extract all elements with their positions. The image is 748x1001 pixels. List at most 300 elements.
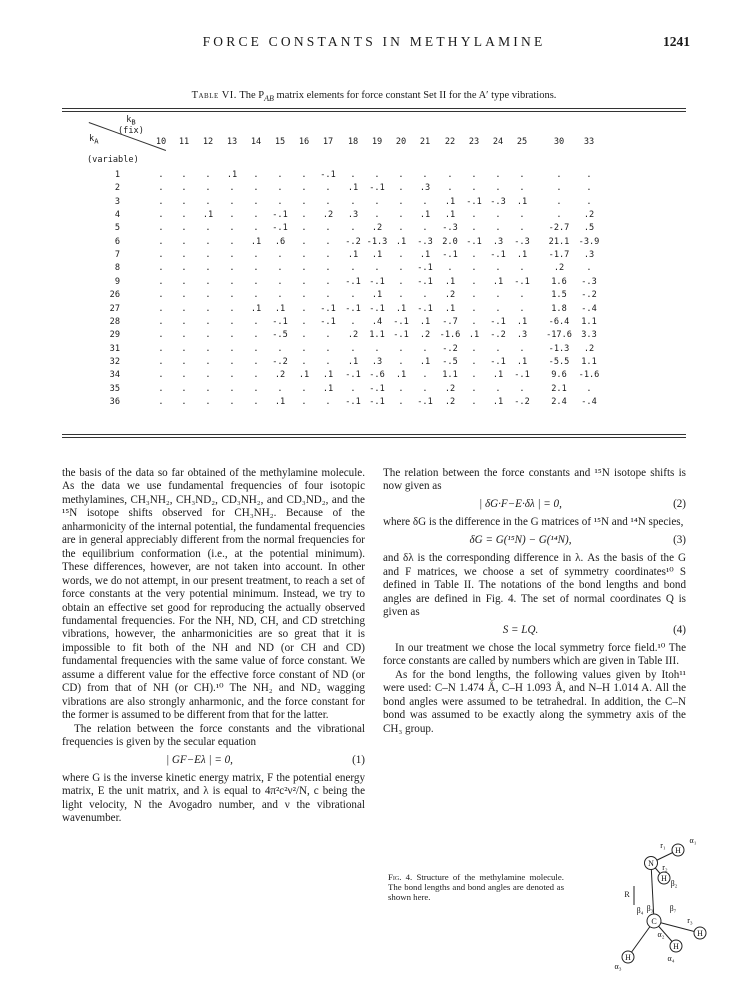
label-a4: α₄	[667, 954, 675, 963]
table-cell: .2	[444, 396, 456, 407]
table-cell: .1	[492, 370, 504, 381]
table-cell: -.3	[514, 236, 530, 247]
table-cell: .2	[419, 330, 431, 341]
table-cell: .4	[371, 316, 383, 327]
table-cell: .	[495, 263, 501, 274]
table-row	[62, 237, 686, 249]
table-cell: .1	[419, 250, 431, 261]
table-cell: -.1	[272, 316, 288, 327]
table-cell: .	[422, 223, 428, 234]
table-cell: .	[398, 250, 404, 261]
column-header: 11	[178, 137, 190, 147]
table-cell: .	[205, 290, 211, 301]
table-cell: .	[253, 183, 259, 194]
table-cell: .1	[322, 370, 334, 381]
left-column	[62, 467, 365, 826]
table-cell: .	[471, 370, 477, 381]
table-cell: .	[229, 303, 235, 314]
table-cell: .	[422, 290, 428, 301]
table-cell: .	[229, 196, 235, 207]
right-column	[383, 467, 686, 736]
table-cell: -.1	[320, 303, 336, 314]
table-cell: .3	[583, 250, 595, 261]
table-cell: .	[181, 196, 187, 207]
table-cell: .1	[516, 196, 528, 207]
table-cell: .3	[516, 330, 528, 341]
table-cell: .	[181, 290, 187, 301]
table-cell: .2	[553, 263, 565, 274]
table-cell: .	[229, 396, 235, 407]
table-cell: .	[471, 250, 477, 261]
table-cell: .	[325, 196, 331, 207]
table-cell: .	[277, 383, 283, 394]
table-cell: .	[301, 343, 307, 354]
row-label: 8	[114, 263, 120, 274]
table-cell: -1.7	[548, 250, 570, 261]
table-cell: -6.4	[548, 316, 570, 327]
table-cell: -.4	[581, 396, 597, 407]
table-cell: .	[158, 196, 164, 207]
equation-1-number: (1)	[352, 753, 365, 766]
table-cell: .	[229, 210, 235, 221]
table-cell: -.1	[393, 330, 409, 341]
table-cell: .	[229, 343, 235, 354]
table-cell: .	[325, 290, 331, 301]
table-cell: -.7	[442, 316, 458, 327]
table-cell: .	[374, 170, 380, 180]
table-cell: .1	[516, 316, 528, 327]
table-cell: .	[301, 223, 307, 234]
row-label: 26	[109, 290, 120, 301]
table-cell: -.1	[490, 316, 506, 327]
table-row	[62, 170, 686, 182]
table-cell: .	[495, 343, 501, 354]
table-cell: -.3	[581, 276, 597, 287]
table-cell: .	[301, 196, 307, 207]
table-cell: .	[181, 330, 187, 341]
page-header	[0, 34, 748, 56]
table-cell: .1	[419, 356, 431, 367]
table-cell: .	[495, 210, 501, 221]
table-cell: .	[519, 383, 525, 394]
table-cell: .	[495, 183, 501, 194]
table-cell: .	[205, 170, 211, 180]
table-cell: .	[277, 170, 283, 180]
table-cell: .	[158, 250, 164, 261]
table-cell: 1.1	[442, 370, 458, 381]
table-cell: .	[158, 330, 164, 341]
table-cell: .	[586, 196, 592, 207]
table-cell: .	[205, 343, 211, 354]
table-row	[62, 210, 686, 222]
table-cell: .1	[516, 356, 528, 367]
table-cell: .	[229, 236, 235, 247]
table-cell: -.1	[272, 223, 288, 234]
table-cell: .	[471, 290, 477, 301]
row-label: 32	[109, 356, 120, 367]
corner-left-symbol: k	[89, 134, 95, 144]
table-cell: .	[158, 396, 164, 407]
label-b3: β₃	[646, 904, 654, 913]
table-top-rule	[62, 108, 686, 109]
table-cell: .	[519, 183, 525, 194]
table-cell: .	[253, 210, 259, 221]
equation-1	[62, 754, 365, 767]
table-cell: -1.3	[366, 236, 388, 247]
table-cell: .	[398, 396, 404, 407]
equation-4-text: S = LQ.	[502, 623, 539, 636]
table-cell: .	[325, 263, 331, 274]
table-row	[62, 370, 686, 382]
table-cell: -.1	[345, 303, 361, 314]
table-cell: .	[181, 250, 187, 261]
table-cell: .	[519, 210, 525, 221]
equation-1-text: | GF−Eλ | = 0,	[166, 753, 233, 766]
table-row	[62, 223, 686, 235]
table-cell: 3.3	[581, 330, 597, 341]
table-caption-tail: matrix elements for force constant Set II for the A′ type vibrations.	[273, 90, 557, 101]
table-cell: .	[158, 263, 164, 274]
table-cell: .1	[202, 210, 214, 221]
table-cell: -.1	[417, 396, 433, 407]
table-cell: .2	[371, 223, 383, 234]
table-cell: .	[471, 183, 477, 194]
table-cell: .	[374, 210, 380, 221]
table-cell: -.2	[442, 343, 458, 354]
table-cell: .	[350, 383, 356, 394]
table-cell: .	[471, 383, 477, 394]
table-cell: -.5	[442, 356, 458, 367]
column-header: 19	[371, 137, 383, 147]
table-cell: .	[277, 183, 283, 194]
table-cell: .1	[444, 210, 456, 221]
table-cell: .	[350, 170, 356, 180]
table-cell: -.1	[369, 396, 385, 407]
table-cell: .1	[250, 236, 262, 247]
table-cell: -.2	[490, 330, 506, 341]
table-cell: -.3	[442, 223, 458, 234]
table-cell: -3.9	[578, 236, 600, 247]
row-label: 31	[109, 343, 120, 354]
left-paragraph-3: where G is the inverse kinetic energy matrix, F the potential energy matrix, E the unit matrix, and λ is equal to 4π²c²ν²/N, c being the light velocity, N the Avogadro number, and ν the vibrational wavenumber.	[62, 771, 365, 825]
table-cell: .	[350, 290, 356, 301]
table-cell: .1	[274, 303, 286, 314]
table-cell: .	[556, 170, 562, 180]
table-cell: -.1	[490, 250, 506, 261]
table-cell: .	[301, 303, 307, 314]
table-cell: .	[398, 210, 404, 221]
table-cell: -.1	[417, 263, 433, 274]
table-cell: .	[301, 383, 307, 394]
table-top-rule-2	[62, 111, 686, 112]
table-cell: .	[471, 396, 477, 407]
table-cell: .	[205, 370, 211, 381]
table-cell: .	[158, 236, 164, 247]
column-header: 13	[226, 137, 238, 147]
table-cell: .	[471, 263, 477, 274]
table-cell: .	[205, 250, 211, 261]
table-cell: .	[586, 170, 592, 180]
table-cell: .	[519, 290, 525, 301]
table-cell: -.1	[417, 276, 433, 287]
table-cell: .	[495, 303, 501, 314]
table-cell: .	[158, 303, 164, 314]
row-label: 2	[114, 183, 120, 194]
corner-left-sub: A	[94, 136, 99, 146]
table-cell: .6	[274, 236, 286, 247]
row-label: 6	[114, 236, 120, 247]
row-label: 29	[109, 330, 120, 341]
table-caption	[0, 90, 748, 103]
table-cell: 9.6	[551, 370, 567, 381]
table-cell: .3	[492, 236, 504, 247]
table-cell: .2	[347, 330, 359, 341]
table-cell: .	[325, 250, 331, 261]
table-cell: .	[301, 316, 307, 327]
label-h5: H	[697, 929, 703, 938]
table-cell: -.1	[369, 303, 385, 314]
table-row	[62, 397, 686, 409]
table-cell: .	[495, 223, 501, 234]
table-cell: .	[181, 303, 187, 314]
table-cell: .	[253, 223, 259, 234]
table-cell: 21.1	[548, 236, 570, 247]
equation-2-text: | δG·F−E·δλ | = 0,	[479, 497, 562, 510]
column-header: 23	[468, 137, 480, 147]
table-cell: .	[301, 263, 307, 274]
table-cell: .1	[444, 303, 456, 314]
table-cell: .	[519, 343, 525, 354]
table-row	[62, 290, 686, 302]
table-cell: -.1	[417, 303, 433, 314]
table-cell: .2	[274, 370, 286, 381]
table-cell: 2.1	[551, 383, 567, 394]
table-cell: -.1	[466, 236, 482, 247]
table-cell: .	[253, 396, 259, 407]
corner-left-heading	[89, 135, 99, 146]
equation-2-number: (2)	[673, 497, 686, 510]
table-cell: -.1	[345, 396, 361, 407]
corner-top-heading	[118, 116, 144, 136]
table-cell: .	[181, 170, 187, 180]
column-header: 17	[322, 137, 334, 147]
table-cell: .	[586, 183, 592, 194]
table-cell: .	[158, 210, 164, 221]
table-cell: .	[181, 210, 187, 221]
table-cell: .	[447, 170, 453, 180]
figure-caption	[388, 872, 564, 902]
table-cell: .	[325, 236, 331, 247]
table-cell: .	[229, 183, 235, 194]
table-cell: .	[181, 370, 187, 381]
row-label: 4	[114, 210, 120, 221]
table-cell: .	[253, 343, 259, 354]
table-cell: .	[205, 303, 211, 314]
table-cell: .	[325, 356, 331, 367]
table-cell: .	[277, 263, 283, 274]
table-cell: .1	[395, 303, 407, 314]
table-cell: .	[181, 223, 187, 234]
table-cell: .	[471, 276, 477, 287]
label-h3: H	[625, 953, 631, 962]
table-cell: -.1	[369, 276, 385, 287]
table-row	[62, 197, 686, 209]
table-cell: -2.7	[548, 223, 570, 234]
label-c: C	[651, 917, 657, 926]
table-cell: .	[556, 210, 562, 221]
label-b7: β₇	[669, 904, 677, 913]
table-row	[62, 357, 686, 369]
table-cell: .	[158, 276, 164, 287]
row-label: 28	[109, 316, 120, 327]
table-cell: .2	[444, 290, 456, 301]
table-cell: .	[422, 383, 428, 394]
table-cell: .	[181, 396, 187, 407]
equation-4-number: (4)	[673, 623, 686, 636]
table-cell: .	[301, 290, 307, 301]
table-cell: .1	[492, 276, 504, 287]
table-cell: .2	[444, 383, 456, 394]
table-cell: -.6	[369, 370, 385, 381]
running-title: FORCE CONSTANTS IN METHYLAMINE	[202, 34, 546, 49]
table-cell: .	[181, 236, 187, 247]
table-cell: .	[398, 196, 404, 207]
table-cell: 1.5	[551, 290, 567, 301]
table-cell: .	[205, 196, 211, 207]
table-cell: .	[181, 276, 187, 287]
table-cell: .	[253, 263, 259, 274]
right-paragraph-5: As for the bond lengths, the following values given by Itoh¹¹ were used: C–N 1.474 Å, C–H 1.093 Å, and N–H 1.014 A. All the bond angles were assumed to be tetrahedral. In addition, the C–N bond was assumed to be exactly along the symmetry axis of the CH₃ group.	[383, 668, 686, 735]
table-cell: -.1	[514, 276, 530, 287]
table-cell: .1	[444, 276, 456, 287]
table-cell: .	[158, 370, 164, 381]
table-cell: .	[253, 356, 259, 367]
corner-top-symbol: k	[126, 115, 132, 125]
row-label: 35	[109, 383, 120, 394]
table-cell: .	[350, 223, 356, 234]
table-row	[62, 317, 686, 329]
column-header: 16	[298, 137, 310, 147]
table-caption-lead: Table VI.	[191, 90, 237, 101]
table-cell: .	[398, 170, 404, 180]
table-cell: .	[229, 290, 235, 301]
corner-top-note: (fix)	[118, 125, 144, 136]
right-paragraph-1: The relation between the force constants and ¹⁵N isotope shifts is now given as	[383, 467, 686, 493]
column-header: 20	[395, 137, 407, 147]
table-cell: .	[301, 356, 307, 367]
table-cell: .	[158, 223, 164, 234]
table-row	[62, 304, 686, 316]
table-cell: .	[301, 170, 307, 180]
table-cell: 1.8	[551, 303, 567, 314]
table-cell: .	[205, 223, 211, 234]
table-cell: -1.3	[548, 343, 570, 354]
table-cell: -.2	[345, 236, 361, 247]
table-cell: .	[325, 223, 331, 234]
column-header: 14	[250, 137, 262, 147]
equation-4	[383, 624, 686, 637]
corner-top-sub: B	[131, 117, 136, 127]
table-cell: -.1	[320, 316, 336, 327]
table-cell: -.1	[369, 183, 385, 194]
table-cell: .2	[583, 343, 595, 354]
equation-2	[383, 498, 686, 511]
table-cell: .	[350, 263, 356, 274]
table-cell: .	[301, 330, 307, 341]
table-cell: .	[205, 356, 211, 367]
table-cell: .	[325, 343, 331, 354]
table-cell: .	[325, 183, 331, 194]
table-cell: .	[556, 183, 562, 194]
table-cell: .	[205, 236, 211, 247]
table-cell: .	[158, 170, 164, 180]
label-h1: H	[675, 846, 681, 855]
table-cell: .	[181, 383, 187, 394]
table-cell: -.1	[345, 276, 361, 287]
table-cell: -.3	[417, 236, 433, 247]
column-header: 15	[274, 137, 286, 147]
label-b2: β₂	[670, 879, 678, 888]
label-r3: r₃	[687, 916, 693, 925]
table-cell: -.1	[466, 196, 482, 207]
table-cell: .1	[347, 356, 359, 367]
table-cell: 2.0	[442, 236, 458, 247]
table-cell: .	[471, 343, 477, 354]
table-cell: .	[422, 170, 428, 180]
table-bottom-rule	[62, 434, 686, 435]
label-r2: r₂	[662, 863, 668, 872]
table-cell: 1.1	[581, 316, 597, 327]
table-cell: .	[325, 396, 331, 407]
column-header: 21	[419, 137, 431, 147]
table-cell: .	[253, 290, 259, 301]
table-cell: .1	[419, 210, 431, 221]
table-cell: .	[471, 223, 477, 234]
table-cell: .	[205, 183, 211, 194]
column-header: 30	[553, 137, 565, 147]
table-cell: .	[519, 263, 525, 274]
row-label: 1	[114, 170, 120, 180]
table-cell: .	[205, 263, 211, 274]
table-cell: -1.6	[578, 370, 600, 381]
table-cell: .	[398, 223, 404, 234]
table-cell: .	[181, 183, 187, 194]
table-row	[62, 183, 686, 195]
table-cell: .	[253, 250, 259, 261]
table-cell: .	[422, 343, 428, 354]
column-header: 12	[202, 137, 214, 147]
table-cell: .1	[298, 370, 310, 381]
table-cell: -.2	[514, 396, 530, 407]
table-cell: .	[422, 196, 428, 207]
table-cell: .	[158, 183, 164, 194]
table-cell: 1.1	[581, 356, 597, 367]
table-cell: .1	[444, 196, 456, 207]
table-cell: .	[471, 170, 477, 180]
table-cell: .	[205, 330, 211, 341]
table-cell: .	[471, 210, 477, 221]
table-cell: .	[495, 170, 501, 180]
table-cell: .	[181, 343, 187, 354]
table-cell: .	[471, 356, 477, 367]
table-cell: .	[158, 290, 164, 301]
table-cell: .	[229, 383, 235, 394]
table-cell: .	[398, 343, 404, 354]
table-cell: .	[556, 196, 562, 207]
label-n: N	[648, 859, 654, 868]
table-cell: .	[229, 276, 235, 287]
table-cell: .	[277, 290, 283, 301]
